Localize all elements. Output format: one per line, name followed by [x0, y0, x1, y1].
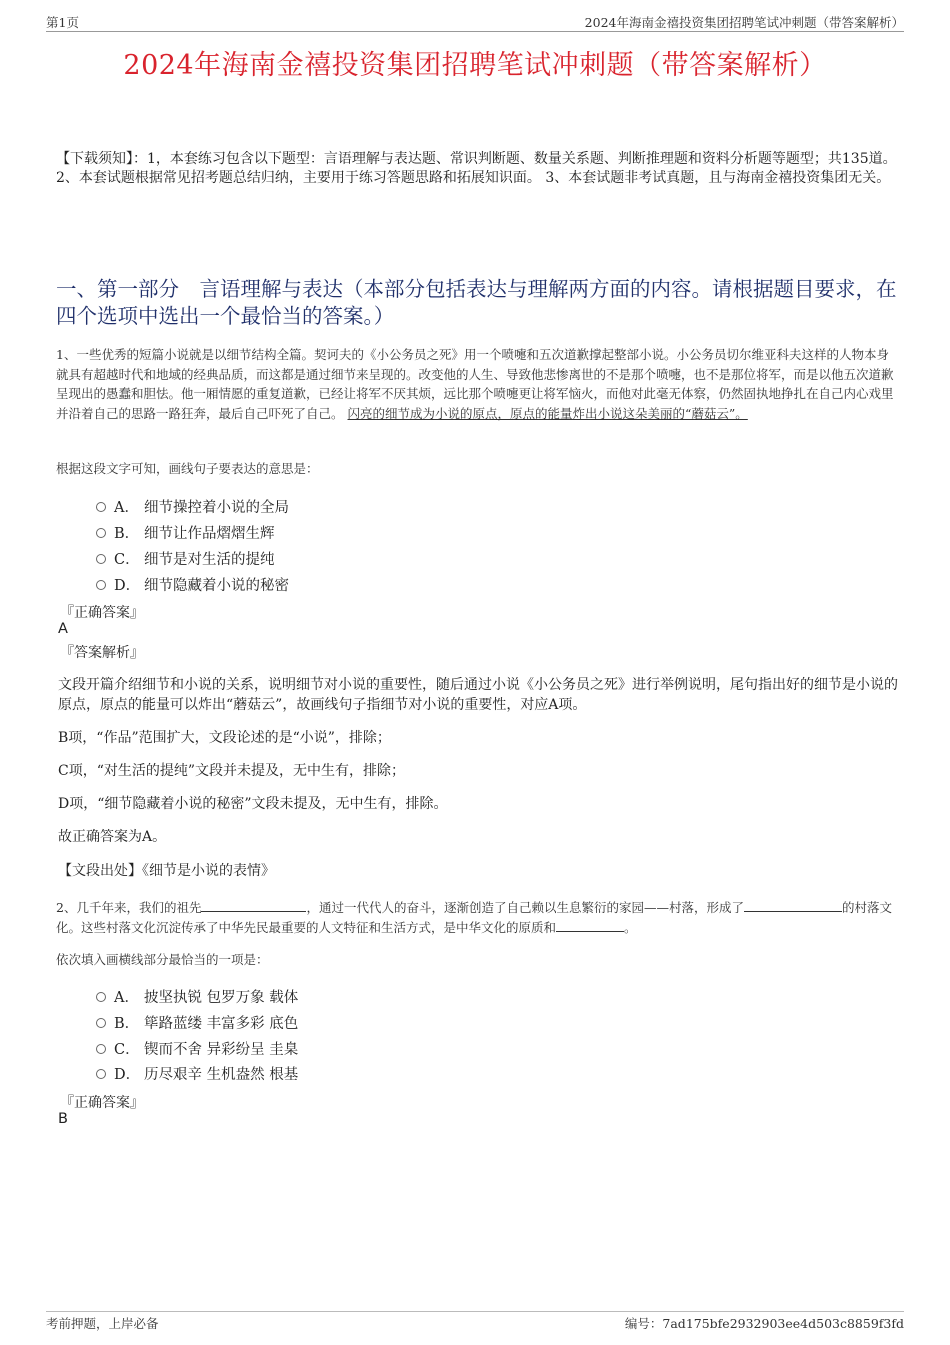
page-title: 2024年海南金禧投资集团招聘笔试冲刺题（带答案解析） — [123, 50, 827, 81]
question-1-answer: A — [58, 621, 68, 637]
header-divider — [46, 31, 904, 32]
download-notice: 【下载须知】：1，本套练习包含以下题型：言语理解与表达题、常识判断题、数量关系题、判断推理题和资料分析题等题型；共135道。 2、本套试题根据常见招考题总结归纳，主要用于练习答题思路和拓展知识面。 3、本套试题非考试真题，且与海南金禧投资集团无关。 — [56, 151, 897, 186]
question-2-answer: B — [58, 1111, 68, 1127]
radio-icon[interactable] — [96, 528, 106, 538]
page-number: 第1页 — [46, 15, 79, 30]
radio-icon[interactable] — [96, 580, 106, 590]
fill-blank-1 — [201, 899, 306, 912]
question-1-prompt: 根据这段文字可知，画线句子要表达的意思是： — [56, 461, 319, 476]
question-1-analysis-option-b: B项，“作品”范围扩大，文段论述的是“小说”，排除； — [58, 730, 391, 746]
question-1-text — [56, 345, 899, 423]
question-1-analysis-conclusion: 故正确答案为A。 — [58, 829, 167, 845]
question-1-analysis-option-d: D项，“细节隐藏着小说的秘密”文段未提及，无中生有，排除。 — [58, 796, 448, 812]
question-1-underlined-sentence: 闪亮的细节成为小说的原点，原点的能量炸出小说这朵美丽的“蘑菇云”。 — [347, 405, 748, 421]
question-2-option-b[interactable]: B． 筚路蓝缕 丰富多彩 底色 — [96, 1012, 298, 1033]
question-1-option-a[interactable]: A． 细节操控着小说的全局 — [96, 496, 289, 517]
fill-blank-3 — [556, 919, 624, 932]
question-1-analysis-paragraph: 文段开篇介绍细节和小说的关系，说明细节对小说的重要性，随后通过小说《小公务员之死》进行举例说明，尾句指出好的细节是小说的原点，原点的能量可以炸出“蘑菇云”，故画线句子指细节对小说的重要性，对应A项。 — [58, 677, 898, 713]
question-1-analysis-option-c: C项，“对生活的提纯”文段并未提及，无中生有，排除； — [58, 763, 406, 779]
radio-icon[interactable] — [96, 1018, 106, 1028]
section-heading: 一、第一部分 言语理解与表达（本部分包括表达与理解两方面的内容。请根据题目要求，在四个选项中选出一个最恰当的答案。） — [56, 277, 897, 328]
question-2-prompt: 依次填入画横线部分最恰当的一项是： — [56, 952, 269, 967]
radio-icon[interactable] — [96, 554, 106, 564]
header-doc-title: 2024年海南金禧投资集团招聘笔试冲刺题（带答案解析） — [584, 15, 904, 30]
question-1-option-b[interactable]: B． 细节让作品熠熠生辉 — [96, 522, 275, 543]
radio-icon[interactable] — [96, 1044, 106, 1054]
question-2-option-a[interactable]: A． 披坚执锐 包罗万象 载体 — [96, 986, 298, 1007]
question-1-body: 1、一些优秀的短篇小说就是以细节结构全篇。契诃夫的《小公务员之死》用一个喷嚏和五次道歉撑起整部小说。小公务员切尔维亚科夫这样的人物本身就具有超越时代和地域的经典品质，而这都是通过细节来呈现的。改变他的人生、导致他悲惨离世的不是那个喷嚏，也不是那位将军，而是以他五次道歉呈现出的愚蠢和胆怯。他一厢情愿的重复道歉，已经让将军不厌其烦，远比那个喷嚏更让将军恼火，而他对此毫无体察，仍然固执地挣扎在自己内心戏里并沿着自己的思路一路狂奔，最后自己吓死了自己。 — [56, 347, 894, 421]
radio-icon[interactable] — [96, 992, 106, 1002]
footer-doc-id: 编号：7ad175bfe2932903ee4d503c8859f3fd — [624, 1316, 904, 1331]
question-2-answer-label: 『正确答案』 — [60, 1095, 144, 1111]
question-2-option-d[interactable]: D． 历尽艰辛 生机盎然 根基 — [96, 1063, 298, 1084]
question-1-option-c[interactable]: C． 细节是对生活的提纯 — [96, 548, 275, 569]
question-1-analysis-label: 『答案解析』 — [60, 645, 144, 661]
question-1-source: 【文段出处】《细节是小说的表情》 — [58, 863, 275, 879]
radio-icon[interactable] — [96, 502, 106, 512]
question-2-text: 2、几千年来，我们的祖先 ，通过一代代人的奋斗，逐渐创造了自己赖以生息繁衍的家园——村落，形成了 的村落文化。这些村落文化沉淀传承了中华先民最重要的人文特征和生活方式，是中华文化的原质和 。 — [56, 900, 892, 935]
question-2-option-c[interactable]: C． 锲而不舍 异彩纷呈 圭臬 — [96, 1038, 298, 1059]
footer-slogan: 考前押题，上岸必备 — [46, 1316, 159, 1331]
question-1-answer-label: 『正确答案』 — [60, 605, 144, 621]
question-1-option-d[interactable]: D． 细节隐藏着小说的秘密 — [96, 574, 289, 595]
footer-divider — [46, 1311, 904, 1312]
fill-blank-2 — [744, 899, 842, 912]
radio-icon[interactable] — [96, 1069, 106, 1079]
